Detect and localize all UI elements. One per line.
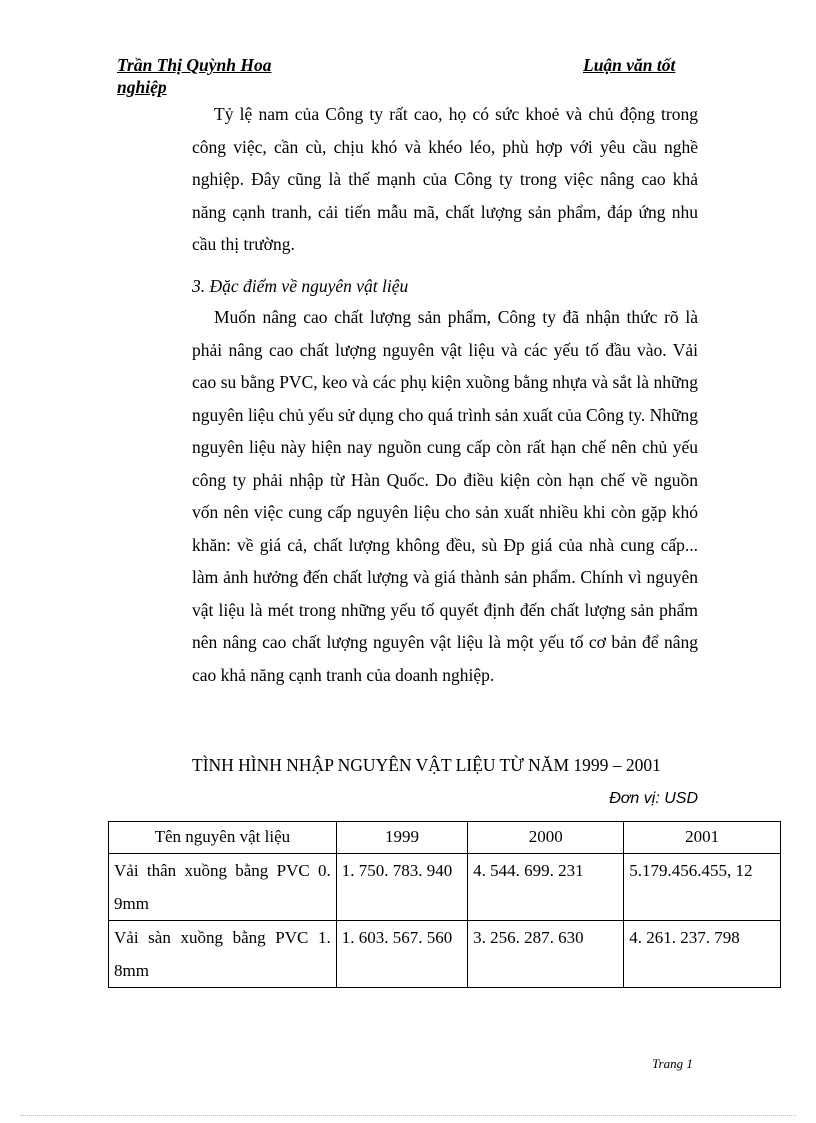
column-header-material: Tên nguyên vật liệu: [109, 822, 337, 854]
section-heading: 3. Đặc điểm về nguyên vật liệu: [192, 276, 409, 296]
table-cell-2000: 3. 256. 287. 630: [468, 921, 624, 988]
table-header-row: [109, 822, 781, 854]
table-cell-2001: 4. 261. 237. 798: [624, 921, 781, 988]
table-cell-2001: 5.179.456.455, 12: [624, 854, 781, 921]
paragraph-materials: Muốn nâng cao chất lượng sản phẩm, Công ty đã nhận thức rõ là phải nâng cao chất lượng nguyên vật liệu và các yếu tố đầu vào. Vải cao su bằng PVC, keo và các phụ kiện xuồng bằng nhựa và sắt là những nguyên liệu chủ yếu sử dụng cho quá trình sản xuất của Công ty. Những nguyên liệu này hiện nay nguồn cung cấp còn rất hạn chế nên chủ yếu công ty phải nhập từ Hàn Quốc. Do điều kiện còn hạn chế về nguồn vốn nên việc cung cấp nguyên liệu cho sản xuất nhiều khi còn gặp khó khăn: về giá cả, chất lượng không đều, sù Đp giá của nhà cung cấp... làm ảnh hưởng đến chất lượng và giá thành sản phẩm. Chính vì nguyên vật liệu là mét trong những yếu tố quyết định đến chất lượng sản phẩm nên nâng cao chất lượng nguyên vật liệu là một yếu tố cơ bản để nâng cao khả năng cạnh tranh của doanh nghiệp.: [192, 307, 698, 685]
page-number: Trang 1: [652, 1056, 693, 1071]
table-cell-material: Vải sàn xuồng bằng PVC 1. 8mm: [109, 921, 337, 988]
table-cell-2000: 4. 544. 699. 231: [468, 854, 624, 921]
column-header-1999: 1999: [336, 822, 467, 854]
table-cell-material: Vải thân xuồng bằng PVC 0. 9mm: [109, 854, 337, 921]
table-cell-1999: 1. 750. 783. 940: [336, 854, 467, 921]
table-cell-1999: 1. 603. 567. 560: [336, 921, 467, 988]
table-row: [109, 921, 781, 988]
paragraph-workforce: Tỷ lệ nam của Công ty rất cao, họ có sức khoẻ và chủ động trong công việc, cần cù, chịu khó và khéo léo, phù hợp với yêu cầu nghề nghiệp. Đây cũng là thế mạnh của Công ty trong việc nâng cao khả năng cạnh tranh, cải tiến mẫu mã, chất lượng sản phẩm, đáp ứng nhu cầu thị trường.: [192, 104, 698, 254]
column-header-2001: 2001: [624, 822, 781, 854]
materials-import-table: [108, 821, 781, 988]
header-author: Trần Thị Quỳnh Hoa: [117, 55, 272, 75]
table-row: [109, 854, 781, 921]
page-bottom-divider: [20, 1115, 796, 1116]
header-doc-type: Luận văn tốt: [583, 55, 676, 75]
table-title: TÌNH HÌNH NHẬP NGUYÊN VẬT LIỆU TỪ NĂM 1999 – 2001: [192, 755, 661, 775]
column-header-2000: 2000: [468, 822, 624, 854]
table-unit: Đơn vị: USD: [609, 790, 698, 807]
header-doc-type-continued: nghiệp: [117, 77, 167, 97]
